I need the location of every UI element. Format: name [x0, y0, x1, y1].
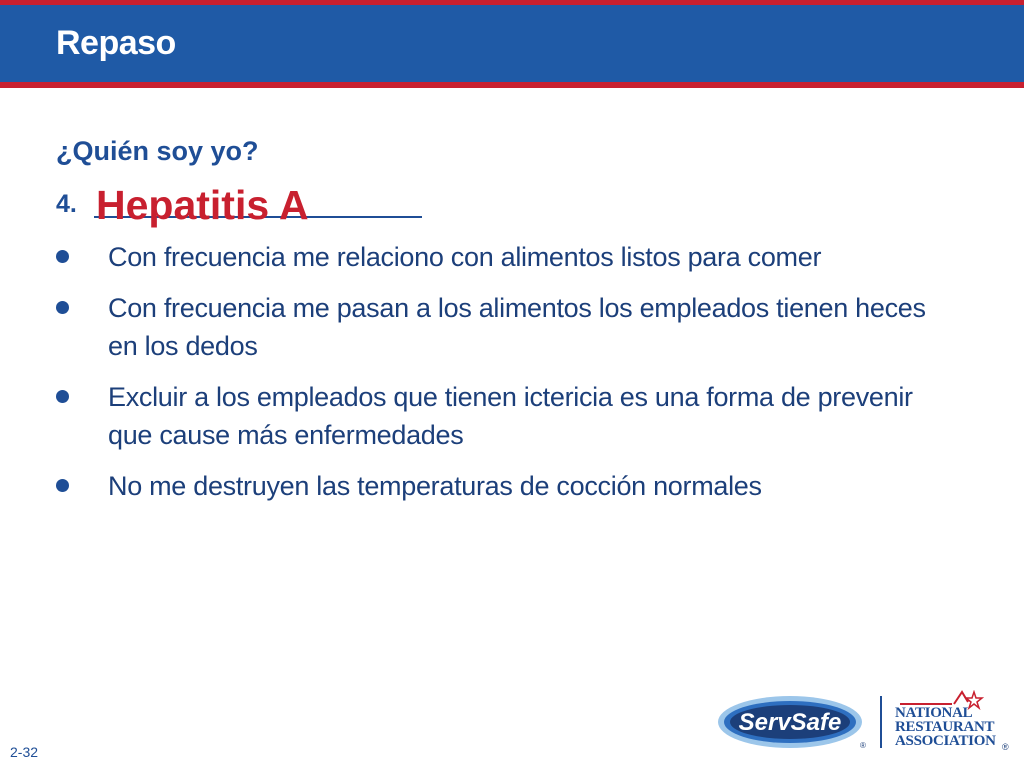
bullet-text: Excluir a los empleados que tienen ictericia es una forma de prevenir que cause más enfermedades — [108, 382, 913, 450]
bullet-dot-icon — [56, 479, 69, 492]
bullet-item — [56, 289, 956, 365]
page-number: 2-32 — [10, 744, 39, 760]
servsafe-logo — [716, 690, 868, 752]
bullet-item — [56, 467, 956, 505]
answer-text: Hepatitis A — [96, 182, 309, 228]
bullet-text: Con frecuencia me pasan a los alimentos los empleados tienen heces en los dedos — [108, 293, 926, 361]
servsafe-logo-text: ServSafe — [738, 709, 842, 736]
header-top-stripe — [0, 0, 1024, 5]
nra-logo-line-2: RESTAURANT — [895, 719, 995, 735]
slide-subtitle: ¿Quién soy yo? — [56, 136, 259, 166]
bullet-text: No me destruyen las temperaturas de cocción normales — [108, 471, 762, 501]
nra-logo-line-1: NATIONAL — [895, 705, 973, 721]
bullet-dot-icon — [56, 390, 69, 403]
bullet-dot-icon — [56, 301, 69, 314]
bullet-dot-icon — [56, 250, 69, 263]
svg-text:®: ® — [860, 741, 866, 750]
slide-title: Repaso — [56, 24, 176, 62]
nra-logo-line-3: ASSOCIATION — [895, 733, 996, 749]
bullet-text: Con frecuencia me relaciono con alimentos listos para comer — [108, 242, 822, 272]
bullet-item — [56, 378, 956, 454]
svg-text:®: ® — [1002, 742, 1009, 752]
question-number: 4. — [56, 190, 77, 218]
bullet-list — [56, 238, 956, 518]
header-bottom-stripe — [0, 82, 1024, 88]
header-bar — [0, 0, 1024, 88]
logo-divider — [880, 696, 882, 748]
bullet-item — [56, 238, 956, 276]
